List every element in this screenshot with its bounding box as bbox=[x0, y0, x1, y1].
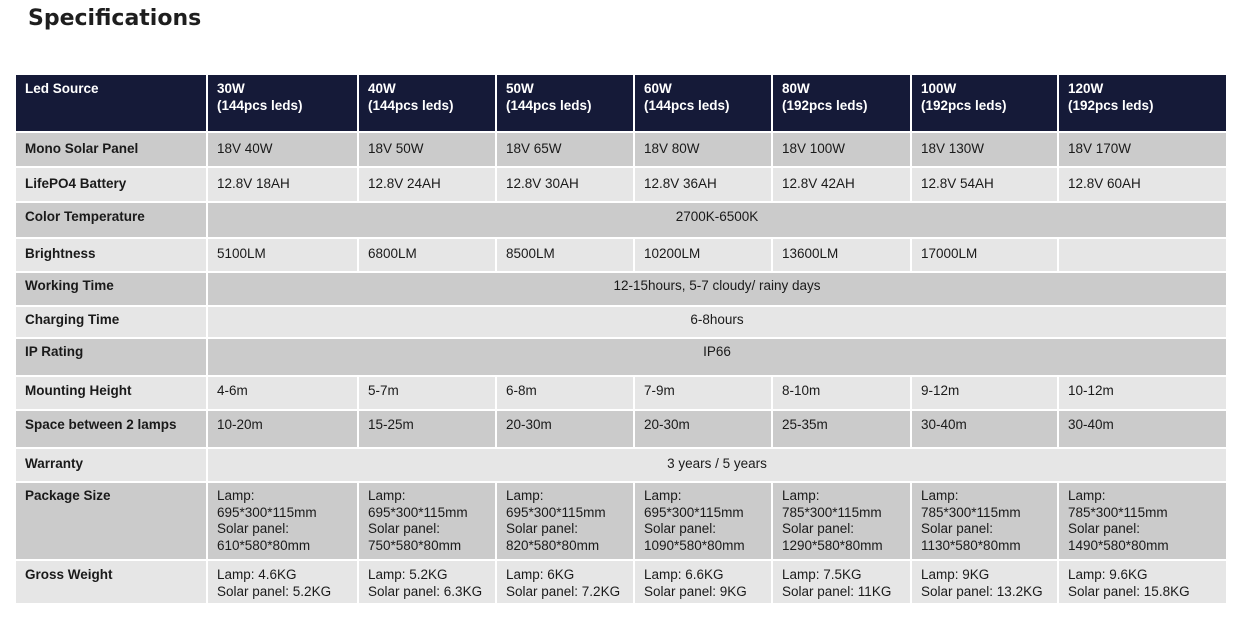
row-warranty bbox=[15, 448, 1227, 482]
table-cell: 18V 40W bbox=[207, 132, 358, 167]
table-cell: Lamp: 785*300*115mm Solar panel: 1290*580*80mm bbox=[772, 482, 911, 560]
header-power: 30W bbox=[217, 81, 245, 96]
header-leds: (192pcs leds) bbox=[1068, 97, 1154, 113]
table-cell: 18V 80W bbox=[634, 132, 772, 167]
row-label: Mono Solar Panel bbox=[15, 132, 207, 167]
table-cell: Lamp: 785*300*115mm Solar panel: 1490*580*80mm bbox=[1058, 482, 1227, 560]
header-col-30w bbox=[207, 74, 358, 132]
header-col-120w bbox=[1058, 74, 1227, 132]
table-cell: 30-40m bbox=[911, 410, 1058, 448]
table-cell: Lamp: 695*300*115mm Solar panel: 820*580*80mm bbox=[496, 482, 634, 560]
table-cell: 18V 100W bbox=[772, 132, 911, 167]
row-label: Charging Time bbox=[15, 306, 207, 338]
merged-cell: 12-15hours, 5-7 cloudy/ rainy days bbox=[207, 272, 1227, 306]
row-label: Color Temperature bbox=[15, 202, 207, 238]
header-leds: (144pcs leds) bbox=[644, 97, 730, 113]
table-cell: Lamp: 6KG Solar panel: 7.2KG bbox=[496, 560, 634, 604]
table-cell: 10200LM bbox=[634, 238, 772, 272]
table-cell: Lamp: 9KG Solar panel: 13.2KG bbox=[911, 560, 1058, 604]
merged-cell: 3 years / 5 years bbox=[207, 448, 1227, 482]
merged-cell: IP66 bbox=[207, 338, 1227, 376]
row-mounting-height bbox=[15, 376, 1227, 410]
table-cell: 12.8V 18AH bbox=[207, 167, 358, 202]
table-body bbox=[15, 132, 1227, 604]
table-cell: 20-30m bbox=[496, 410, 634, 448]
table-cell: 4-6m bbox=[207, 376, 358, 410]
row-space-between-lamps bbox=[15, 410, 1227, 448]
table-cell: 18V 50W bbox=[358, 132, 496, 167]
header-row bbox=[15, 74, 1227, 132]
table-cell: 30-40m bbox=[1058, 410, 1227, 448]
page-title: Specifications bbox=[28, 6, 202, 31]
table-cell: 8-10m bbox=[772, 376, 911, 410]
table-cell: 6-8m bbox=[496, 376, 634, 410]
table-cell: 18V 65W bbox=[496, 132, 634, 167]
table-cell: 8500LM bbox=[496, 238, 634, 272]
table-cell: 13600LM bbox=[772, 238, 911, 272]
row-battery bbox=[15, 167, 1227, 202]
table-cell: 6800LM bbox=[358, 238, 496, 272]
table-cell: Lamp: 6.6KG Solar panel: 9KG bbox=[634, 560, 772, 604]
table-cell: 7-9m bbox=[634, 376, 772, 410]
table-cell: 17000LM bbox=[911, 238, 1058, 272]
table-cell: 15-25m bbox=[358, 410, 496, 448]
table-header bbox=[15, 74, 1227, 132]
specifications-table bbox=[14, 73, 1228, 605]
table-cell: Lamp: 695*300*115mm Solar panel: 610*580*80mm bbox=[207, 482, 358, 560]
header-leds: (192pcs leds) bbox=[782, 97, 868, 113]
header-col-80w bbox=[772, 74, 911, 132]
table-cell: 12.8V 42AH bbox=[772, 167, 911, 202]
row-ip-rating bbox=[15, 338, 1227, 376]
header-power: 60W bbox=[644, 81, 672, 96]
table-cell: 12.8V 36AH bbox=[634, 167, 772, 202]
header-col-40w bbox=[358, 74, 496, 132]
row-label: IP Rating bbox=[15, 338, 207, 376]
header-power: 80W bbox=[782, 81, 810, 96]
merged-cell: 6-8hours bbox=[207, 306, 1227, 338]
table-cell: Lamp: 695*300*115mm Solar panel: 1090*580*80mm bbox=[634, 482, 772, 560]
table-cell: Lamp: 5.2KG Solar panel: 6.3KG bbox=[358, 560, 496, 604]
table-cell: 18V 170W bbox=[1058, 132, 1227, 167]
table-cell: 18V 130W bbox=[911, 132, 1058, 167]
table-cell: 20-30m bbox=[634, 410, 772, 448]
header-leds: (144pcs leds) bbox=[368, 97, 454, 113]
table-cell: 5100LM bbox=[207, 238, 358, 272]
table-cell: 9-12m bbox=[911, 376, 1058, 410]
table-cell: Lamp: 4.6KG Solar panel: 5.2KG bbox=[207, 560, 358, 604]
row-gross-weight bbox=[15, 560, 1227, 604]
row-label: Brightness bbox=[15, 238, 207, 272]
table-cell: 12.8V 24AH bbox=[358, 167, 496, 202]
header-label-led-source: Led Source bbox=[15, 74, 207, 132]
table-cell: 12.8V 60AH bbox=[1058, 167, 1227, 202]
row-label: Package Size bbox=[15, 482, 207, 560]
table-cell: 10-20m bbox=[207, 410, 358, 448]
row-label: Space between 2 lamps bbox=[15, 410, 207, 448]
row-label: Mounting Height bbox=[15, 376, 207, 410]
header-power: 40W bbox=[368, 81, 396, 96]
row-label: Warranty bbox=[15, 448, 207, 482]
table-cell: Lamp: 695*300*115mm Solar panel: 750*580*80mm bbox=[358, 482, 496, 560]
row-mono-solar-panel bbox=[15, 132, 1227, 167]
header-power: 50W bbox=[506, 81, 534, 96]
header-power: 100W bbox=[921, 81, 957, 96]
header-leds: (144pcs leds) bbox=[217, 97, 303, 113]
table-cell: Lamp: 785*300*115mm Solar panel: 1130*580*80mm bbox=[911, 482, 1058, 560]
header-leds: (192pcs leds) bbox=[921, 97, 1007, 113]
table-cell: 25-35m bbox=[772, 410, 911, 448]
table-cell: 12.8V 54AH bbox=[911, 167, 1058, 202]
row-brightness bbox=[15, 238, 1227, 272]
table-cell: 5-7m bbox=[358, 376, 496, 410]
row-color-temperature bbox=[15, 202, 1227, 238]
row-label: Working Time bbox=[15, 272, 207, 306]
table-cell: 10-12m bbox=[1058, 376, 1227, 410]
table-cell bbox=[1058, 238, 1227, 272]
table-cell: Lamp: 7.5KG Solar panel: 11KG bbox=[772, 560, 911, 604]
header-col-50w bbox=[496, 74, 634, 132]
table-cell: Lamp: 9.6KG Solar panel: 15.8KG bbox=[1058, 560, 1227, 604]
row-package-size bbox=[15, 482, 1227, 560]
merged-cell: 2700K-6500K bbox=[207, 202, 1227, 238]
row-working-time bbox=[15, 272, 1227, 306]
row-label: Gross Weight bbox=[15, 560, 207, 604]
header-power: 120W bbox=[1068, 81, 1104, 96]
row-charging-time bbox=[15, 306, 1227, 338]
header-col-100w bbox=[911, 74, 1058, 132]
table-cell: 12.8V 30AH bbox=[496, 167, 634, 202]
header-leds: (144pcs leds) bbox=[506, 97, 592, 113]
header-col-60w bbox=[634, 74, 772, 132]
row-label: LifePO4 Battery bbox=[15, 167, 207, 202]
